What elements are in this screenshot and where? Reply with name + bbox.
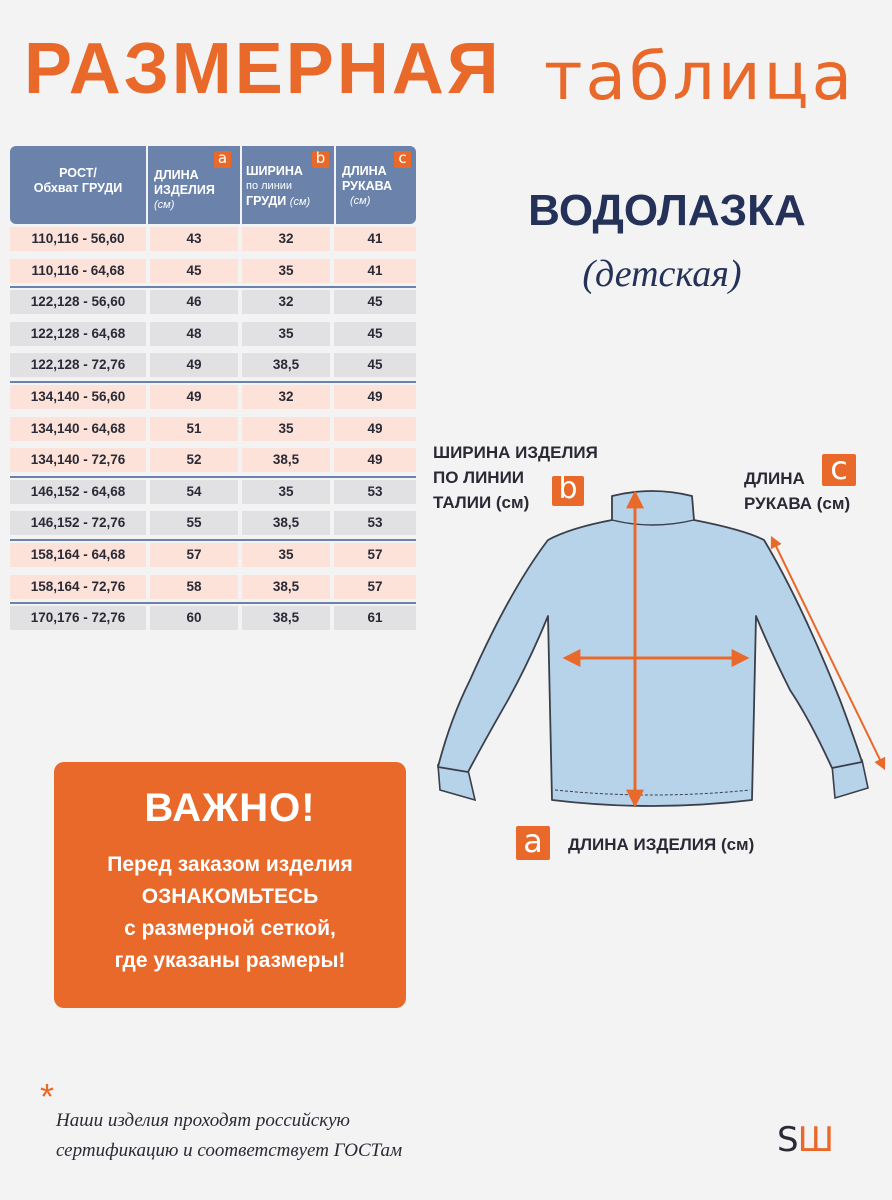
logo-s: S	[777, 1120, 798, 1160]
table-row	[10, 350, 416, 382]
table-row	[10, 319, 416, 351]
table-cell: 158,164 - 72,76	[10, 575, 146, 599]
important-line: где указаны размеры!	[114, 949, 346, 972]
badge-c-icon: c	[822, 454, 856, 486]
table-cell: 35	[242, 543, 330, 567]
table-cell: 49	[334, 385, 416, 409]
table-body	[10, 224, 416, 635]
header-unit: (см)	[289, 196, 311, 208]
table-row	[10, 477, 416, 509]
table-cell: 49	[334, 417, 416, 441]
table-cell: 55	[150, 511, 238, 535]
table-cell: 57	[334, 575, 416, 599]
table-cell: 48	[150, 322, 238, 346]
table-row	[10, 287, 416, 319]
header-line: ГРУДИ	[246, 194, 287, 208]
table-row	[10, 572, 416, 604]
important-heading: ВАЖНО!	[144, 786, 316, 830]
table-cell: 35	[242, 259, 330, 283]
table-cell: 51	[150, 417, 238, 441]
header-line: ШИРИНА	[246, 164, 303, 178]
table-cell: 38,5	[242, 606, 330, 630]
table-cell: 61	[334, 606, 416, 630]
important-notice	[54, 762, 406, 1008]
table-row	[10, 540, 416, 572]
important-line: Перед заказом изделия	[107, 853, 353, 876]
table-cell: 35	[242, 322, 330, 346]
badge-a-icon: a	[214, 151, 231, 168]
header-line: РУКАВА	[342, 179, 393, 193]
badge-b-icon: b	[312, 151, 329, 168]
table-cell: 32	[242, 227, 330, 251]
table-cell: 146,152 - 64,68	[10, 480, 146, 504]
header-unit: (см)	[154, 199, 175, 211]
table-cell: 58	[150, 575, 238, 599]
title-light: таблица	[544, 38, 856, 115]
label-line: РУКАВА (см)	[744, 494, 851, 513]
table-row	[10, 603, 416, 635]
table-row	[10, 224, 416, 256]
table-cell: 122,128 - 64,68	[10, 322, 146, 346]
important-line: ОЗНАКОМЬТЕСЬ	[141, 885, 319, 908]
label-line: ДЛИНА	[744, 469, 805, 488]
table-cell: 122,128 - 56,60	[10, 290, 146, 314]
page-title	[24, 28, 874, 118]
table-cell: 41	[334, 259, 416, 283]
badge-b-icon: b	[552, 476, 584, 506]
table-row	[10, 382, 416, 414]
table-cell: 45	[150, 259, 238, 283]
important-line: с размерной сеткой,	[124, 917, 336, 940]
header-line: Обхват ГРУДИ	[33, 181, 123, 195]
table-cell: 32	[242, 290, 330, 314]
header-line: ДЛИНА	[154, 168, 199, 182]
header-line: ДЛИНА	[342, 164, 387, 178]
badge-a-icon: a	[516, 826, 550, 860]
footnote	[56, 1106, 402, 1166]
table-cell: 38,5	[242, 511, 330, 535]
table-cell: 134,140 - 56,60	[10, 385, 146, 409]
header-length	[148, 146, 240, 224]
header-chest-width	[242, 146, 334, 224]
footnote-line: Наши изделия проходят российскую	[56, 1110, 350, 1131]
turtleneck-illustration	[430, 480, 892, 820]
header-line: РОСТ/	[59, 166, 97, 180]
label-line: ТАЛИИ (см)	[433, 493, 530, 512]
header-height-chest	[10, 146, 146, 224]
table-cell: 146,152 - 72,76	[10, 511, 146, 535]
label-line: ПО ЛИНИИ	[433, 468, 525, 487]
table-cell: 38,5	[242, 353, 330, 377]
table-cell: 35	[242, 417, 330, 441]
table-row	[10, 414, 416, 446]
table-cell: 38,5	[242, 575, 330, 599]
logo-w: Ш	[797, 1120, 833, 1160]
table-cell: 158,164 - 64,68	[10, 543, 146, 567]
product-subtitle: (детская)	[582, 253, 742, 295]
table-cell: 57	[150, 543, 238, 567]
table-cell: 49	[334, 448, 416, 472]
table-cell: 35	[242, 480, 330, 504]
table-cell: 43	[150, 227, 238, 251]
table-cell: 122,128 - 72,76	[10, 353, 146, 377]
table-cell: 134,140 - 72,76	[10, 448, 146, 472]
table-cell: 45	[334, 290, 416, 314]
table-cell: 134,140 - 64,68	[10, 417, 146, 441]
table-cell: 57	[334, 543, 416, 567]
table-cell: 38,5	[242, 448, 330, 472]
table-cell: 53	[334, 511, 416, 535]
brand-logo	[777, 1120, 833, 1160]
header-sleeve	[336, 146, 416, 224]
table-row	[10, 508, 416, 540]
label-line: ШИРИНА ИЗДЕЛИЯ	[433, 443, 598, 462]
length-label: ДЛИНА ИЗДЕЛИЯ (см)	[568, 835, 755, 854]
table-cell: 45	[334, 353, 416, 377]
table-cell: 49	[150, 353, 238, 377]
table-cell: 60	[150, 606, 238, 630]
garment-icon	[438, 491, 868, 806]
table-cell: 52	[150, 448, 238, 472]
table-cell: 45	[334, 322, 416, 346]
title-bold: РАЗМЕРНАЯ	[24, 29, 502, 109]
header-line: ИЗДЕЛИЯ	[154, 183, 215, 197]
table-cell: 110,116 - 64,68	[10, 259, 146, 283]
table-cell: 110,116 - 56,60	[10, 227, 146, 251]
table-cell: 53	[334, 480, 416, 504]
table-header	[10, 146, 416, 224]
table-cell: 32	[242, 385, 330, 409]
asterisk-mark: *	[40, 1076, 55, 1117]
header-unit: (см)	[350, 195, 371, 207]
table-cell: 54	[150, 480, 238, 504]
table-cell: 170,176 - 72,76	[10, 606, 146, 630]
size-table	[10, 146, 416, 635]
table-row	[10, 445, 416, 477]
product-name: ВОДОЛАЗКА	[528, 186, 806, 235]
table-cell: 49	[150, 385, 238, 409]
header-line: по линии	[246, 180, 293, 192]
table-cell: 41	[334, 227, 416, 251]
footnote-line: сертификацию и соответствует ГОСТам	[56, 1140, 403, 1161]
table-row	[10, 256, 416, 288]
badge-c-icon: c	[394, 151, 411, 168]
table-cell: 46	[150, 290, 238, 314]
